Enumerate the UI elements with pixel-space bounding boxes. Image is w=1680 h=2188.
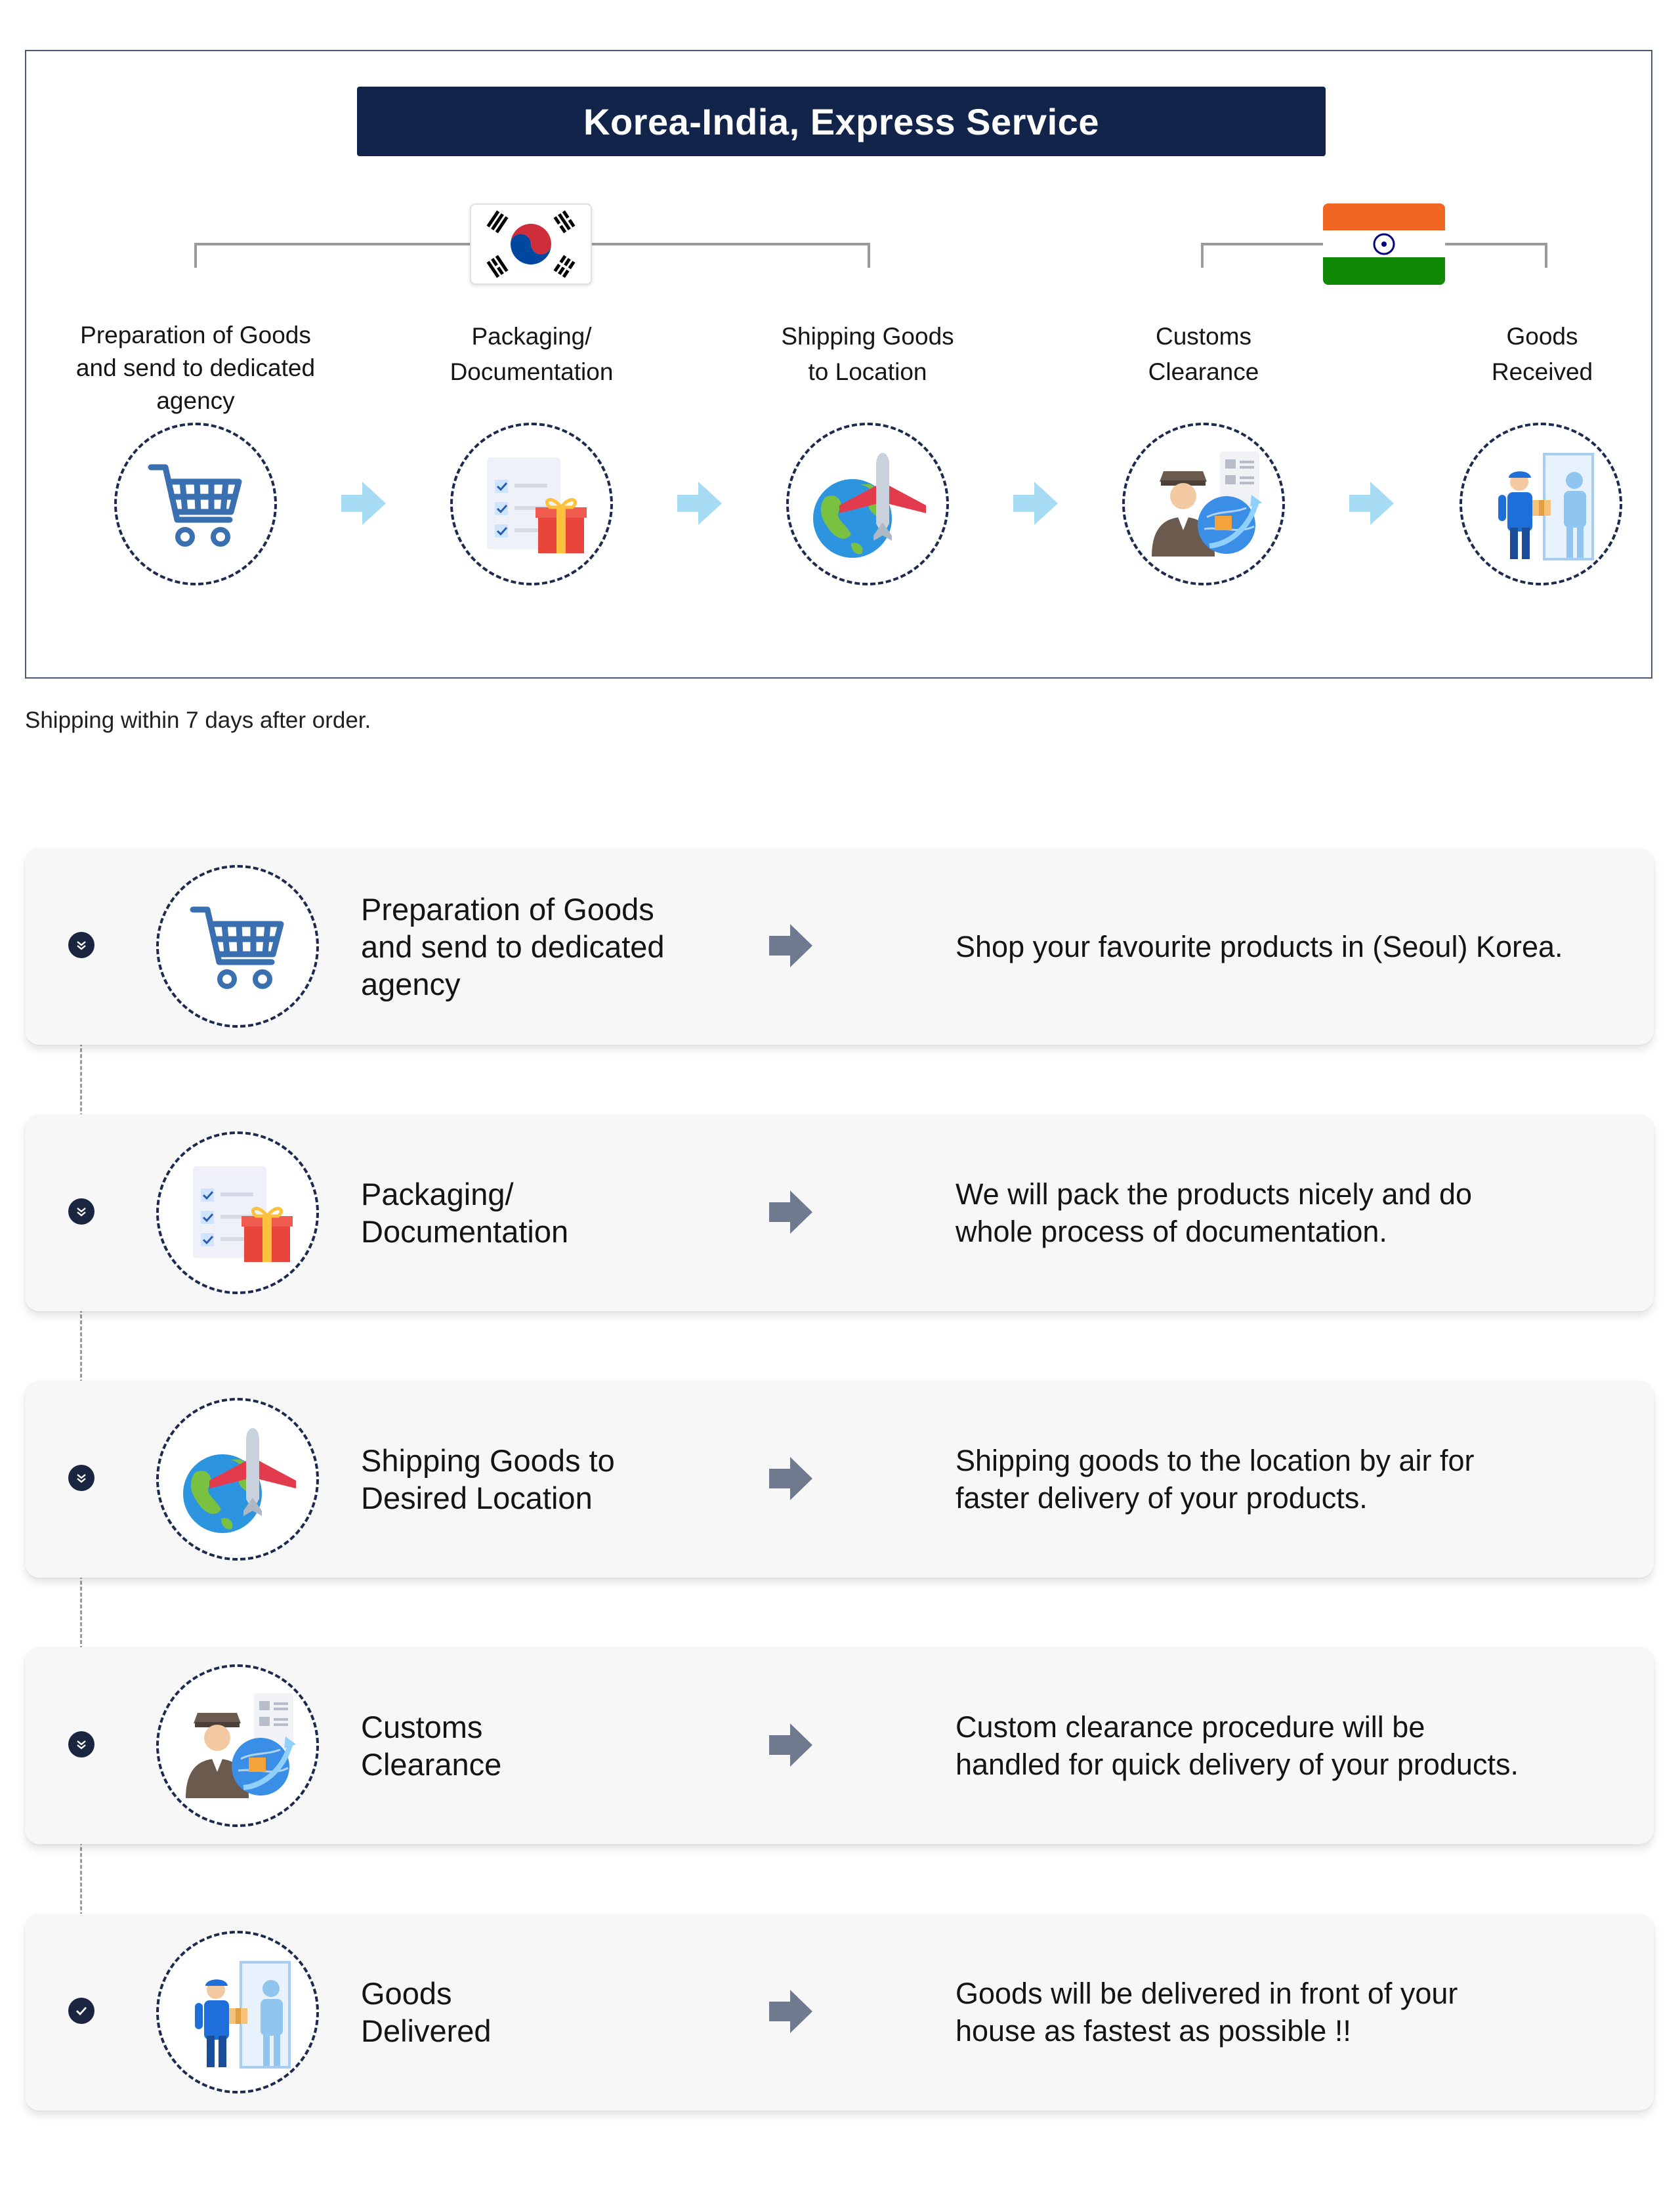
step-card-description: Shop your favourite products in (Seoul) Korea. xyxy=(956,929,1563,963)
checklist-gift-icon xyxy=(472,448,591,560)
flow-arrow-icon xyxy=(1349,480,1395,526)
delivery-person-icon xyxy=(175,1953,300,2071)
flow-step-label-received: Goods Received xyxy=(1491,323,1593,385)
step-card-description: We will pack the products nicely and do whole process of documentation. xyxy=(956,1177,1473,1248)
checklist-gift-icon xyxy=(178,1157,297,1269)
arrow-right-icon xyxy=(768,923,814,969)
step-card-icon xyxy=(156,1398,319,1561)
flow-step-icon-customs xyxy=(1122,423,1285,585)
flow-step-label-customs: Customs Clearance xyxy=(1148,323,1259,385)
chevron-down-icon xyxy=(68,1465,94,1491)
shopping-cart-icon xyxy=(143,452,248,557)
arrow-right-icon xyxy=(768,1456,814,1502)
arrow-right-icon xyxy=(768,1722,814,1768)
flow-arrow-icon xyxy=(341,480,387,526)
chevron-down-icon xyxy=(68,1731,94,1757)
step-card-preparation xyxy=(25,848,1654,1045)
step-card-shipping xyxy=(25,1381,1654,1578)
shopping-cart-icon xyxy=(185,894,290,999)
step-card-icon xyxy=(156,1131,319,1294)
service-title: Korea-India, Express Service xyxy=(357,87,1326,156)
customs-officer-icon xyxy=(1141,445,1266,563)
flow-step-icon-received xyxy=(1460,423,1622,585)
step-card-customs xyxy=(25,1647,1654,1844)
flow-step-label-packaging: Packaging/ Documentation xyxy=(450,323,614,385)
step-card-title: Shipping Goods to Desired Location xyxy=(361,1443,615,1515)
check-icon xyxy=(68,1998,94,2024)
flow-arrow-icon xyxy=(1013,480,1059,526)
step-card-description: Goods will be delivered in front of your house as fastest as possible !! xyxy=(956,1977,1458,2048)
arrow-right-icon xyxy=(768,1988,814,2034)
flow-step-icon-preparation xyxy=(114,423,277,585)
customs-officer-icon xyxy=(175,1687,300,1805)
chevron-down-icon xyxy=(68,932,94,958)
arrow-right-icon xyxy=(768,1189,814,1235)
globe-airplane-icon xyxy=(175,1420,300,1538)
step-card-delivered xyxy=(25,1914,1654,2111)
flow-step-label-shipping: Shipping Goods to Location xyxy=(781,323,954,385)
step-card-title: Goods Delivered xyxy=(361,1976,492,2048)
chevron-down-icon xyxy=(68,1198,94,1225)
flow-arrow-icon xyxy=(677,480,723,526)
step-card-description: Shipping goods to the location by air for faster delivery of your products. xyxy=(956,1444,1475,1515)
south-korea-flag xyxy=(470,203,592,285)
step-card-packaging xyxy=(25,1114,1654,1311)
step-card-icon xyxy=(156,865,319,1028)
flow-step-label-preparation: Preparation of Goods and send to dedicated agency xyxy=(75,322,316,414)
step-card-title: Preparation of Goods and send to dedicated agency xyxy=(361,891,665,1001)
globe-airplane-icon xyxy=(805,445,930,563)
step-card-title: Packaging/ Documentation xyxy=(361,1177,569,1249)
india-flag xyxy=(1323,203,1445,285)
step-card-icon xyxy=(156,1931,319,2093)
step-card-icon xyxy=(156,1664,319,1827)
step-card-description: Custom clearance procedure will be handled for quick delivery of your products. xyxy=(956,1710,1519,1781)
service-overview-panel xyxy=(25,50,1652,679)
flow-step-icon-shipping xyxy=(786,423,949,585)
delivery-person-icon xyxy=(1479,445,1603,563)
shipping-note: Shipping within 7 days after order. xyxy=(25,707,371,733)
flow-step-icon-packaging xyxy=(450,423,613,585)
step-card-title: Customs Clearance xyxy=(361,1710,502,1782)
